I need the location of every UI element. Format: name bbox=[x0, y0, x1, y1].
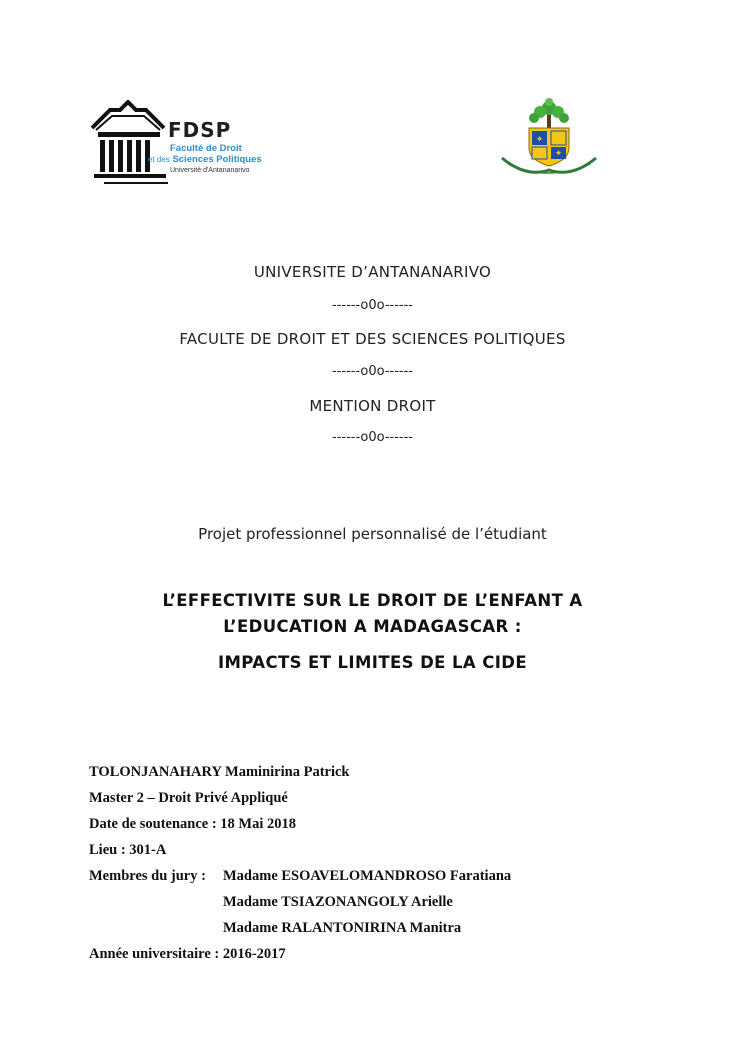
fdsp-abbrev: FDSP bbox=[168, 118, 232, 142]
jury-label: Membres du jury : bbox=[89, 868, 206, 884]
place: Lieu : 301-A bbox=[89, 842, 167, 858]
university-emblem bbox=[496, 98, 602, 180]
separator: ------o0o------ bbox=[332, 298, 413, 313]
emblem-icon bbox=[496, 98, 602, 180]
degree: Master 2 – Droit Privé Appliqué bbox=[89, 790, 288, 806]
fdsp-line2-prefix: et des bbox=[148, 155, 170, 164]
svg-text:✦: ✦ bbox=[535, 135, 544, 145]
fdsp-university: Université d'Antananarivo bbox=[170, 167, 250, 174]
fdsp-line2-wrap bbox=[148, 154, 262, 165]
fdsp-line1: Faculté de Droit bbox=[170, 143, 242, 154]
faculty-building-icon bbox=[90, 100, 170, 188]
faculty-name: FACULTE DE DROIT ET DES SCIENCES POLITIQUES bbox=[179, 330, 566, 348]
title-line-3: IMPACTS ET LIMITES DE LA CIDE bbox=[217, 653, 528, 672]
project-subtitle: Projet professionnel personnalisé de l’étudiant bbox=[198, 525, 547, 543]
svg-text:✦: ✦ bbox=[554, 149, 563, 159]
fdsp-logo bbox=[90, 100, 262, 190]
title-line-2: L’EDUCATION A MADAGASCAR : bbox=[223, 617, 522, 636]
separator: ------o0o------ bbox=[332, 430, 413, 445]
jury-member: Madame TSIAZONANGOLY Arielle bbox=[223, 894, 453, 910]
jury-member: Madame RALANTONIRINA Manitra bbox=[223, 920, 462, 936]
jury-member: Madame ESOAVELOMANDROSO Faratiana bbox=[223, 868, 512, 884]
university-name: UNIVERSITE D’ANTANANARIVO bbox=[253, 263, 492, 281]
defense-date: Date de soutenance : 18 Mai 2018 bbox=[89, 816, 297, 832]
academic-year: Année universitaire : 2016-2017 bbox=[89, 946, 286, 962]
title-line-1: L’EFFECTIVITE SUR LE DROIT DE L’ENFANT A bbox=[162, 591, 583, 610]
mention-name: MENTION DROIT bbox=[309, 397, 436, 415]
fdsp-line2: Sciences Politiques bbox=[172, 154, 262, 165]
author-name: TOLONJANAHARY Maminirina Patrick bbox=[89, 764, 350, 780]
separator: ------o0o------ bbox=[332, 364, 413, 379]
